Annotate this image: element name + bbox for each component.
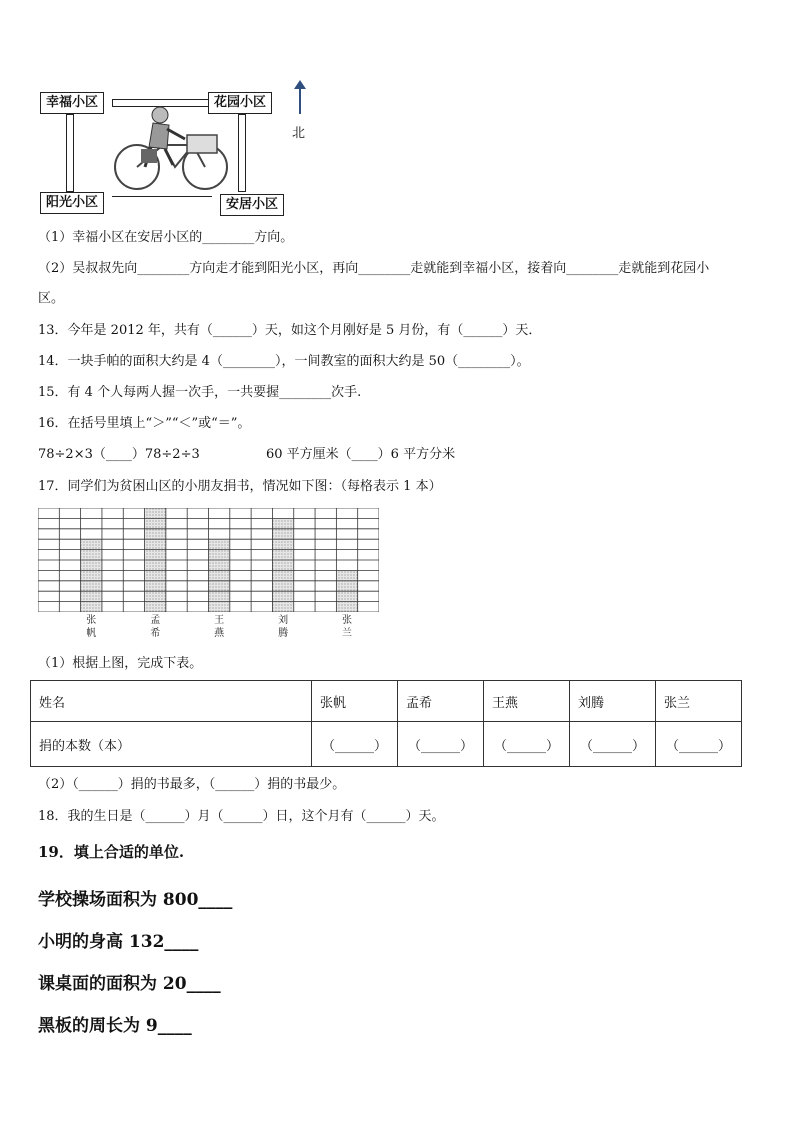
q17-sub2: （2）（______）捐的书最多，（______）捐的书最少。	[38, 777, 346, 792]
category-label-char: 腾	[278, 628, 289, 639]
q19-item: 课桌面的面积为 20____	[38, 974, 221, 994]
cyclist-illustration	[105, 105, 235, 195]
table-header-cell: 刘腾	[570, 681, 656, 722]
bar-张帆	[81, 539, 102, 612]
q18: 18．我的生日是（______）月（______）日，这个月有（______）天。	[38, 809, 445, 824]
q19-item: 小明的身高 132____	[38, 932, 199, 952]
category-label	[276, 614, 290, 640]
table-header-cell: 张兰	[656, 681, 742, 722]
q12-sub2b: 区。	[38, 291, 65, 306]
bar-刘腾	[272, 518, 293, 612]
donation-table	[30, 680, 742, 767]
category-label-char: 燕	[214, 628, 225, 639]
q19-title: 19．填上合适的单位.	[38, 843, 185, 861]
road-bottom	[112, 196, 212, 197]
label-xingfu: 幸福小区	[40, 92, 104, 114]
table-header-cell: 王燕	[484, 681, 570, 722]
q16-title: 16．在括号里填上“＞”“＜”或“＝”。	[38, 416, 251, 431]
answer-blank[interactable]: （______）	[656, 722, 742, 767]
label-huayuan: 花园小区	[208, 92, 272, 114]
table-header-cell: 孟希	[398, 681, 484, 722]
q14: 14．一块手帕的面积大约是 4（________），一间教室的面积大约是 50（________）。	[38, 354, 530, 369]
category-label-char: 帆	[86, 628, 97, 639]
q17-title: 17．同学们为贫困山区的小朋友捐书，情况如下图：（每格表示 1 本）	[38, 479, 442, 494]
q15: 15．有 4 个人每两人握一次手，一共要握________次手.	[38, 385, 362, 400]
answer-blank[interactable]: （______）	[570, 722, 656, 767]
q13: 13．今年是 2012 年，共有（______）天，如这个月刚好是 5 月份，有（______）天．	[38, 323, 542, 338]
category-label	[212, 614, 226, 640]
q16-right: 60 平方厘米（____）6 平方分米	[266, 447, 456, 462]
category-label-char: 兰	[342, 628, 353, 639]
table-row	[31, 722, 742, 767]
q16-left: 78÷2×3（____）78÷2÷3	[38, 447, 200, 462]
answer-blank[interactable]: （______）	[312, 722, 398, 767]
book-donation-chart	[38, 508, 379, 612]
north-label: 北	[292, 126, 306, 141]
category-label-char: 希	[150, 628, 161, 639]
category-label	[148, 614, 162, 640]
answer-blank[interactable]: （______）	[484, 722, 570, 767]
category-label-char: 张	[342, 615, 353, 626]
table-header-cell: 张帆	[312, 681, 398, 722]
q19-item: 黑板的周长为 9____	[38, 1016, 192, 1036]
q17-sub1: （1）根据上图，完成下表。	[38, 656, 203, 671]
answer-blank[interactable]: （______）	[398, 722, 484, 767]
category-label-char: 刘	[278, 615, 289, 626]
category-label-char: 孟	[150, 615, 161, 626]
q12-sub2a: （2）吴叔叔先向________方向走才能到阳光小区，再向________走就能到幸福小区，接着向________走就能到花园小	[38, 261, 710, 276]
category-label	[84, 614, 98, 640]
category-label-char: 张	[86, 615, 97, 626]
label-yangguang: 阳光小区	[40, 192, 104, 214]
north-arrow-icon	[299, 86, 301, 114]
road-left	[66, 114, 74, 192]
road-right	[238, 114, 246, 192]
table-row-label: 捐的本数（本）	[31, 722, 312, 767]
table-header-cell: 姓名	[31, 681, 312, 722]
q12-sub1: （1）幸福小区在安居小区的________方向。	[38, 230, 294, 245]
q19-item: 学校操场面积为 800____	[38, 890, 233, 910]
category-label	[340, 614, 354, 640]
label-anju: 安居小区	[220, 194, 284, 216]
bar-王燕	[209, 539, 230, 612]
category-label-char: 王	[214, 615, 225, 626]
table-header-row	[31, 681, 742, 722]
